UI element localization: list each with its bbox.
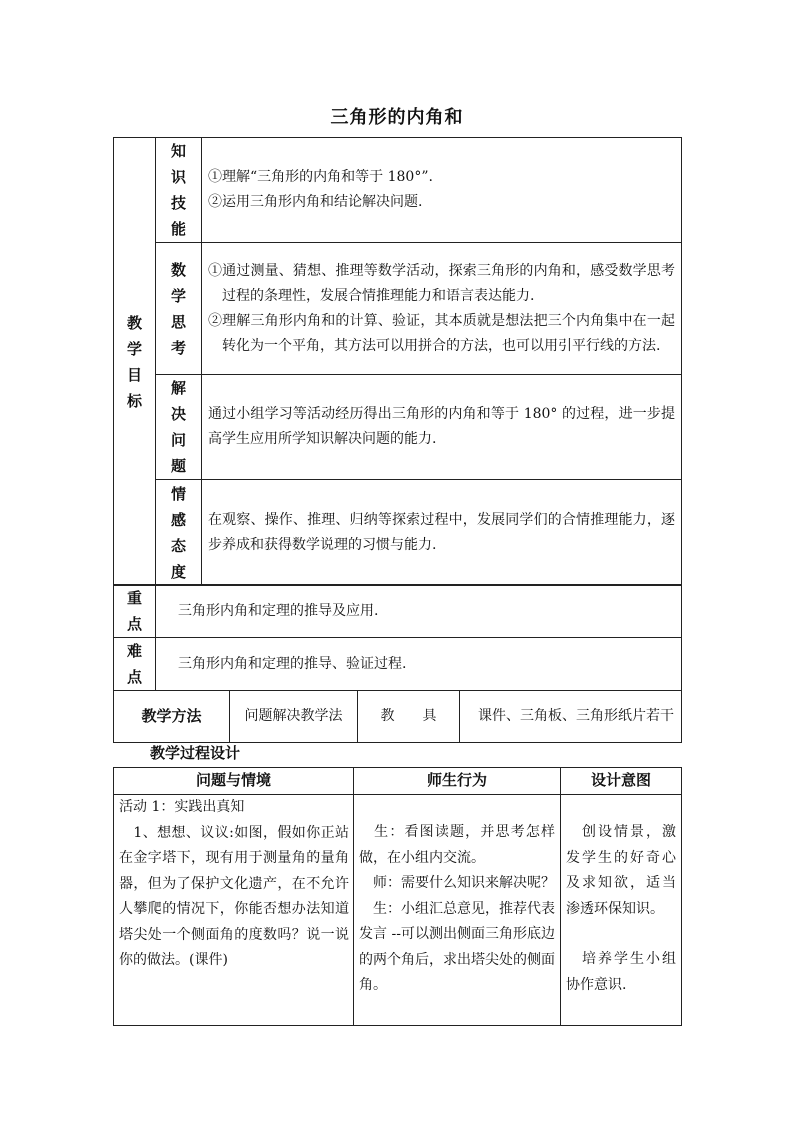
math-thinking-label: 数 学 思 考	[156, 243, 202, 375]
problem-solving-content: 通过小组学习等活动经历得出三角形的内角和等于 180° 的过程，进一步提高学生应用所学知识解决问题的能力.	[202, 375, 682, 480]
header-question: 问题与情境	[114, 768, 354, 795]
page-title: 三角形的内角和	[330, 107, 464, 128]
emotion-attitude-label: 情 感 态 度	[156, 480, 202, 586]
teaching-tools-label: 教 具	[358, 691, 460, 743]
behavior-cell: 生：看图读题，并思考怎样做，在小组内交流。 师：需要什么知识来解决呢？ 生：小组汇总意见，推荐代表发言 --可以测出侧面三角形底边的两个角后，求出塔尖处的侧面角。	[354, 795, 561, 1026]
activity-text: 1、想想、议议:如图，假如你正站在金字塔下，现有用于测量角的量角器，但为了保护文化遗产，在不允许人攀爬的情况下，你能否想办法知道塔尖处一个侧面角的度数吗？说一说你的做法。(课件)	[119, 824, 349, 968]
knowledge-skills-content: ①理解“三角形的内角和等于 180°”. ②运用三角形内角和结论解决问题.	[202, 138, 682, 243]
problem-solving-label: 解 决 问 题	[156, 375, 202, 480]
emotion-attitude-content: 在观察、操作、推理、归纳等探索过程中，发展同学们的合情推理能力，逐步养成和获得数学说理的习惯与能力.	[202, 480, 682, 586]
knowledge-skills-label: 知 识 技 能	[156, 138, 202, 243]
teaching-method-value: 问题解决教学法	[230, 691, 358, 743]
math-thinking-content: ①通过测量、猜想、推理等数学活动，探索三角形的内角和，感受数学思考过程的条理性，发展合情推理能力和语言表达能力. ②理解三角形内角和的计算、验证，其本质就是想法把三个内角集中在一起转化为一个平角，其方法可以用拼合的方法，也可以用引平行线的方法.	[202, 243, 682, 375]
question-cell	[114, 795, 354, 1026]
section-title: 教学过程设计	[150, 744, 241, 762]
objectives-label: 教 学 目 标	[114, 138, 156, 586]
summary-table	[113, 584, 682, 743]
process-table	[113, 767, 682, 1026]
header-behavior: 师生行为	[354, 768, 561, 795]
header-intent: 设计意图	[561, 768, 682, 795]
difficulty-label: 难 点	[114, 638, 156, 691]
teaching-tools-value: 课件、三角板、三角形纸片若干	[460, 691, 682, 743]
activity-title: 活动 1：实践出真知	[119, 799, 245, 815]
key-point-content: 三角形内角和定理的推导及应用.	[156, 585, 682, 638]
key-point-label: 重 点	[114, 585, 156, 638]
difficulty-content: 三角形内角和定理的推导、验证过程.	[156, 638, 682, 691]
objectives-table	[113, 137, 682, 586]
intent-cell: 创设情景，激发学生的好奇心及求知欲，适当渗透环保知识。 培养学生小组协作意识.	[561, 795, 682, 1026]
teaching-method-label: 教学方法	[114, 691, 230, 743]
